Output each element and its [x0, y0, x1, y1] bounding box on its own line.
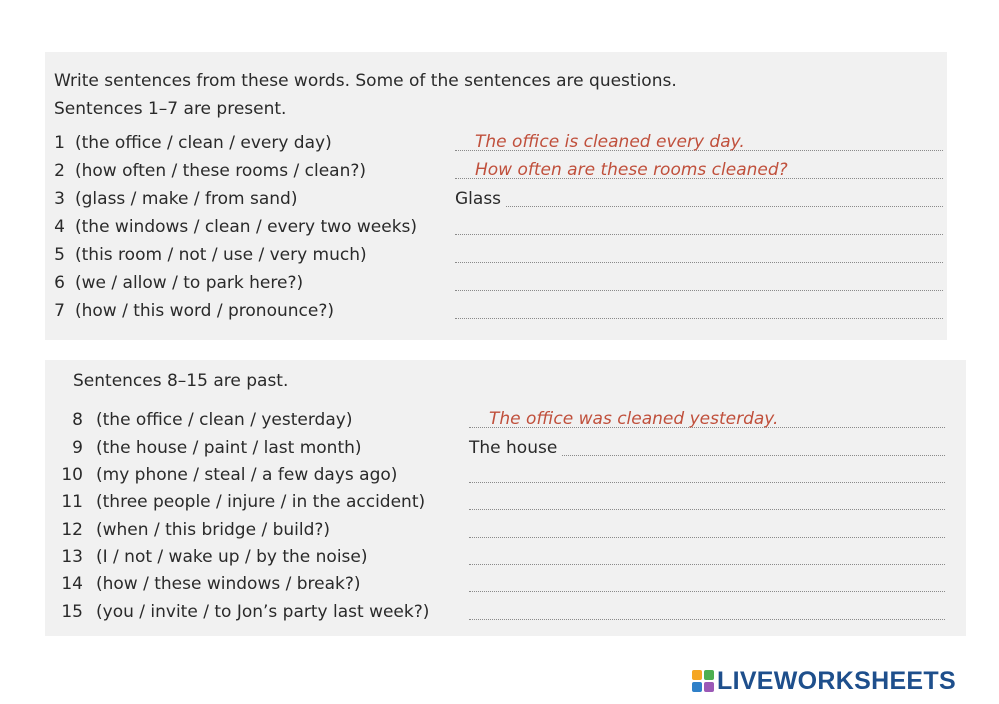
item-number: 2 — [54, 161, 65, 181]
exercise-item — [45, 186, 947, 212]
answer-field[interactable] — [455, 186, 943, 207]
answer-field[interactable] — [469, 462, 945, 483]
item-prompt: (how / these windows / break?) — [96, 574, 361, 594]
logo-square — [692, 682, 702, 692]
logo-square — [704, 682, 714, 692]
item-prompt: (when / this bridge / build?) — [96, 520, 331, 540]
answer-field[interactable] — [455, 270, 943, 291]
logo-square — [704, 670, 714, 680]
answer-text: The office is cleaned every day. — [475, 132, 745, 152]
item-prompt: (how often / these rooms / clean?) — [75, 161, 367, 181]
exercise-item — [45, 544, 966, 570]
exercise-panel-past — [45, 360, 966, 636]
answer-field[interactable] — [469, 407, 945, 428]
item-prompt: (the office / clean / yesterday) — [96, 410, 353, 430]
answer-field[interactable] — [469, 435, 945, 456]
item-prompt: (I / not / wake up / by the noise) — [96, 547, 368, 567]
item-number: 14 — [61, 574, 83, 594]
exercise-item — [45, 130, 947, 156]
answer-field[interactable] — [455, 242, 943, 263]
exercise-item — [45, 462, 966, 488]
exercise-item — [45, 407, 966, 433]
item-number: 3 — [54, 189, 65, 209]
item-number: 7 — [54, 301, 65, 321]
exercise-item — [45, 298, 947, 324]
answer-field[interactable] — [469, 571, 945, 592]
answer-field[interactable] — [469, 544, 945, 565]
exercise-item — [45, 489, 966, 515]
answer-field[interactable] — [469, 599, 945, 620]
exercise-item — [45, 214, 947, 240]
item-number: 8 — [72, 410, 83, 430]
item-number: 10 — [61, 465, 83, 485]
item-prompt: (glass / make / from sand) — [75, 189, 298, 209]
answer-field[interactable] — [455, 130, 943, 151]
instruction-line: Sentences 8–15 are past. — [73, 371, 289, 391]
item-prompt: (the windows / clean / every two weeks) — [75, 217, 418, 237]
item-number: 1 — [54, 133, 65, 153]
instruction-line: Write sentences from these words. Some of the sentences are questions. — [54, 71, 677, 91]
item-number: 12 — [61, 520, 83, 540]
item-prompt: (three people / injure / in the accident) — [96, 492, 426, 512]
exercise-item — [45, 242, 947, 268]
item-prompt: (this room / not / use / very much) — [75, 245, 367, 265]
item-prompt: (the house / paint / last month) — [96, 438, 362, 458]
answer-text: The office was cleaned yesterday. — [489, 409, 779, 429]
exercise-item — [45, 571, 966, 597]
item-number: 11 — [61, 492, 83, 512]
exercise-item — [45, 270, 947, 296]
exercise-item — [45, 158, 947, 184]
liveworksheets-grid-icon — [692, 670, 714, 692]
item-number: 4 — [54, 217, 65, 237]
exercise-item — [45, 599, 966, 625]
answer-field[interactable] — [455, 298, 943, 319]
item-number: 15 — [61, 602, 83, 622]
exercise-panel-present — [45, 52, 947, 340]
item-number: 13 — [61, 547, 83, 567]
item-number: 5 — [54, 245, 65, 265]
answer-field[interactable] — [455, 158, 943, 179]
item-prompt: (the office / clean / every day) — [75, 133, 332, 153]
item-prompt: (how / this word / pronounce?) — [75, 301, 334, 321]
answer-prefix: Glass — [455, 189, 505, 209]
item-number: 9 — [72, 438, 83, 458]
item-prompt: (we / allow / to park here?) — [75, 273, 304, 293]
item-number: 6 — [54, 273, 65, 293]
instruction-line: Sentences 1–7 are present. — [54, 99, 287, 119]
answer-text: How often are these rooms cleaned? — [475, 160, 788, 180]
answer-prefix: The house — [469, 438, 561, 458]
logo-text: LIVEWORKSHEETS — [717, 666, 956, 695]
answer-field[interactable] — [469, 517, 945, 538]
exercise-item — [45, 435, 966, 461]
exercise-item — [45, 517, 966, 543]
logo-square — [692, 670, 702, 680]
item-prompt: (you / invite / to Jon’s party last week?) — [96, 602, 430, 622]
answer-field[interactable] — [455, 214, 943, 235]
liveworksheets-logo — [692, 667, 956, 695]
answer-field[interactable] — [469, 489, 945, 510]
item-prompt: (my phone / steal / a few days ago) — [96, 465, 398, 485]
